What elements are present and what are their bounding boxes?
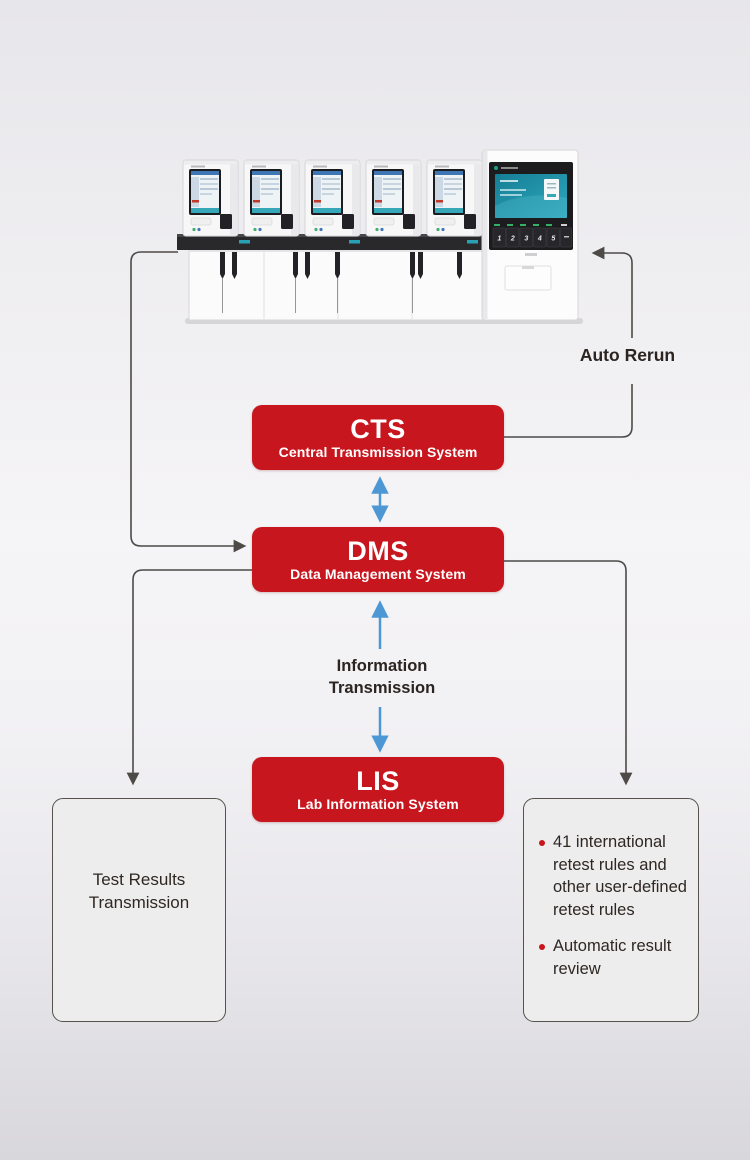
cts-node: [252, 405, 504, 470]
arrow-dms-to-left-box: [133, 570, 252, 783]
arrow-dms-to-right-box: [504, 561, 626, 783]
analyzer-line-illustration: [175, 148, 595, 328]
slot-number-2: 2: [510, 235, 515, 243]
dms-full-name: Data Management System: [290, 566, 466, 582]
retest-rules-list: [538, 831, 690, 980]
analyzer-unit: [244, 160, 299, 236]
slot-number-3: 3: [524, 235, 529, 243]
cabinet-base: [189, 248, 483, 320]
auto-rerun-label: Auto Rerun: [579, 345, 676, 365]
arrow-cts-to-machines-upper: [594, 253, 632, 338]
lis-node: [252, 757, 504, 822]
analyzer-towers: [183, 160, 482, 236]
analyzer-unit: [183, 160, 238, 236]
analyzer-unit: [427, 160, 482, 236]
information-transmission-label: Information Transmission: [328, 657, 436, 697]
sample-loader-unit: [482, 150, 578, 320]
test-results-transmission-text: Test Results Transmission: [88, 870, 190, 912]
retest-rules-box: [523, 798, 699, 1022]
cts-full-name: Central Transmission System: [278, 444, 478, 460]
retest-rules-bullet-1: 41 international retest rules and other user-defined retest rules: [538, 831, 690, 921]
test-results-transmission-box: [52, 798, 226, 1022]
lis-full-name: Lab Information System: [297, 796, 459, 812]
retest-rules-bullet-2: Automatic result review: [538, 935, 690, 980]
slot-number-1: 1: [497, 235, 502, 243]
lis-abbr: LIS: [356, 766, 400, 796]
loader-screen: [495, 174, 567, 218]
analyzer-unit: [305, 160, 360, 236]
cts-abbr: CTS: [350, 414, 406, 444]
loader-drawer: [505, 266, 551, 290]
analyzer-unit: [366, 160, 421, 236]
slot-number-5: 5: [551, 235, 556, 243]
arrow-cts-to-machines-lower: [504, 384, 632, 437]
slot-number-4: 4: [537, 235, 542, 243]
dms-abbr: DMS: [347, 536, 409, 566]
dms-node: [252, 527, 504, 592]
